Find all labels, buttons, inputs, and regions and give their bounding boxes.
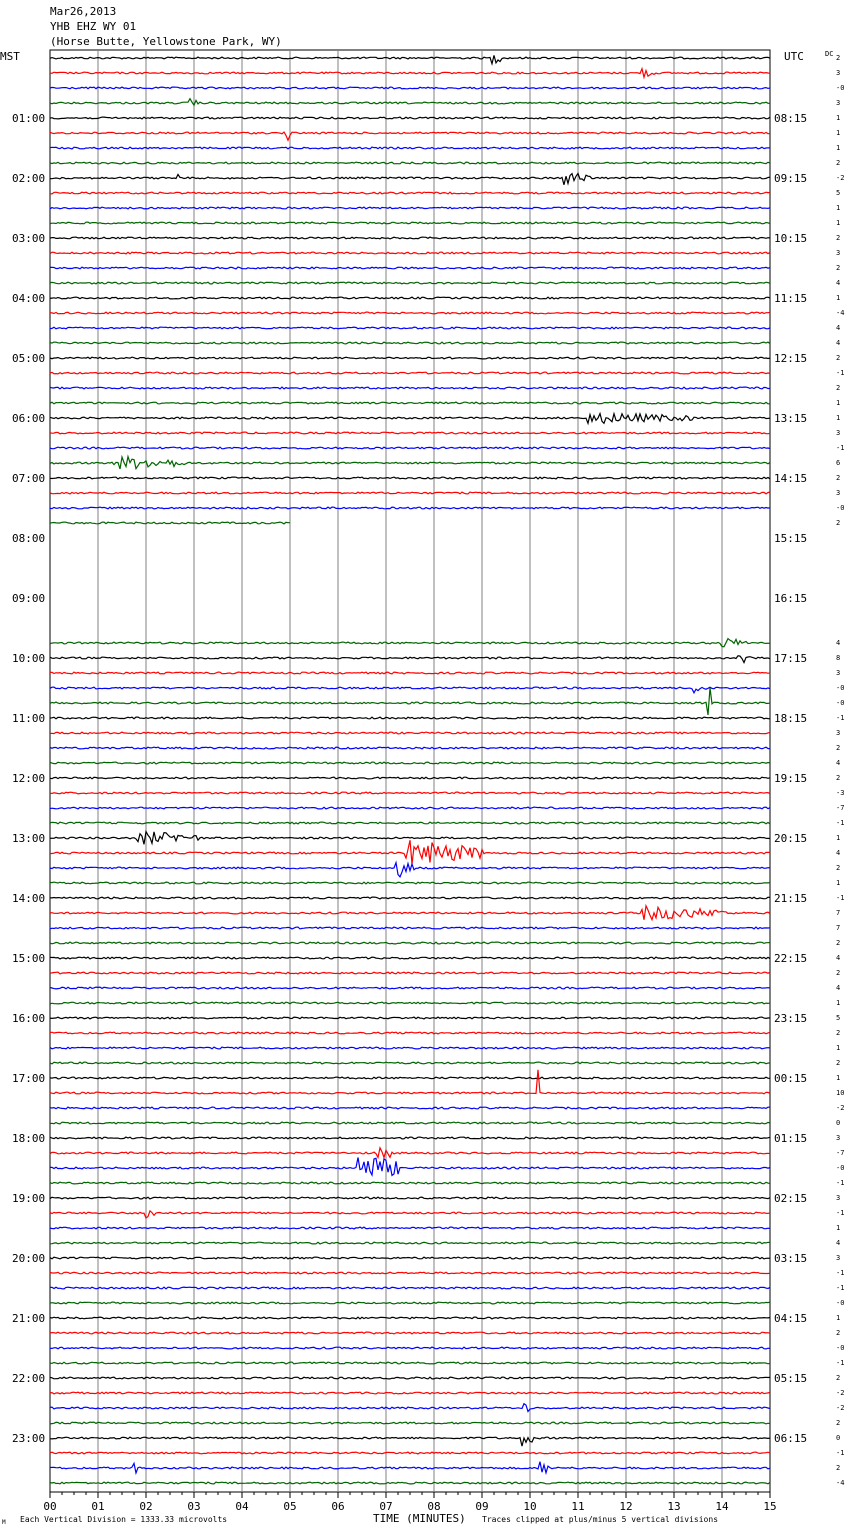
dc-offset-label: 2	[836, 864, 841, 872]
trace-line	[50, 1242, 770, 1244]
trace-line	[50, 822, 770, 824]
left-hour-label: 17:00	[12, 1072, 46, 1085]
trace-line	[50, 372, 770, 374]
dc-offset-label: 1	[836, 414, 841, 422]
right-hour-label: 03:15	[774, 1252, 808, 1265]
dc-offset-label: 1	[836, 999, 841, 1007]
right-hour-label: 02:15	[774, 1192, 808, 1205]
trace-line	[50, 1302, 770, 1304]
dc-offset-label: -4	[836, 1479, 845, 1487]
right-hour-label: 19:15	[774, 772, 808, 785]
dc-offset-label: -7	[836, 804, 845, 812]
dc-offset-label: 2	[836, 1464, 841, 1472]
left-hour-label: 12:00	[12, 772, 46, 785]
trace-line	[50, 792, 770, 794]
trace-line	[50, 1257, 770, 1259]
left-hour-label: 16:00	[12, 1012, 46, 1025]
dc-offset-label: -1	[836, 1284, 845, 1292]
dc-offset-label: -0	[836, 1344, 845, 1352]
dc-offset-label: -1	[836, 1269, 845, 1277]
dc-offset-label: 3	[836, 729, 841, 737]
trace-line	[50, 1211, 770, 1218]
trace-line	[50, 132, 770, 140]
dc-offset-label: 2	[836, 969, 841, 977]
dc-offset-label: -0	[836, 504, 845, 512]
dc-offset-label: 2	[836, 1419, 841, 1427]
dc-offset-label: -3	[836, 789, 845, 797]
trace-line	[50, 1197, 770, 1199]
trace-line	[50, 297, 770, 299]
left-hour-label: 02:00	[12, 172, 46, 185]
dc-offset-label: -1	[836, 1449, 845, 1457]
trace-line	[50, 1287, 770, 1289]
left-hour-label: 21:00	[12, 1312, 46, 1325]
trace-line	[50, 732, 770, 734]
trace-line	[50, 1482, 770, 1484]
dc-offset-label: 2	[836, 1059, 841, 1067]
trace-line	[50, 1347, 770, 1349]
dc-offset-label: -2	[836, 1404, 845, 1412]
trace-line	[50, 252, 770, 254]
right-hour-label: 13:15	[774, 412, 808, 425]
x-tick-label: 09	[475, 1500, 489, 1513]
dc-offset-label: 1	[836, 219, 841, 227]
trace-line	[50, 492, 770, 494]
left-hour-label: 18:00	[12, 1132, 46, 1145]
dc-offset-label: 1	[836, 1074, 841, 1082]
trace-line	[50, 222, 770, 224]
x-tick-label: 05	[283, 1500, 297, 1513]
trace-line	[50, 402, 770, 404]
dc-offset-label: 1	[836, 129, 841, 137]
trace-line	[50, 147, 770, 149]
x-tick-label: 15	[763, 1500, 777, 1513]
left-hour-label: 06:00	[12, 412, 46, 425]
trace-line	[50, 282, 770, 284]
x-tick-label: 10	[523, 1500, 537, 1513]
dc-offset-label: 4	[836, 339, 841, 347]
x-tick-label: 06	[331, 1500, 345, 1513]
right-hour-label: 11:15	[774, 292, 808, 305]
trace-line	[50, 522, 290, 524]
trace-line	[50, 1062, 770, 1064]
dc-offset-label: -0	[836, 84, 845, 92]
x-axis-title: TIME (MINUTES)	[373, 1512, 466, 1525]
left-hour-label: 07:00	[12, 472, 46, 485]
trace-line	[50, 1437, 770, 1446]
trace-line	[50, 1122, 770, 1124]
right-hour-label: 17:15	[774, 652, 808, 665]
trace-line	[50, 477, 770, 479]
trace-line	[50, 1137, 770, 1139]
right-timezone-label: UTC	[784, 50, 804, 63]
trace-line	[50, 807, 770, 809]
trace-line	[50, 507, 770, 509]
trace-line	[50, 1362, 770, 1364]
dc-offset-label: 3	[836, 1134, 841, 1142]
trace-line	[50, 1017, 770, 1019]
left-hour-label: 20:00	[12, 1252, 46, 1265]
left-timezone-label: MST	[0, 50, 20, 63]
x-tick-label: 11	[571, 1500, 585, 1513]
x-tick-label: 04	[235, 1500, 249, 1513]
dc-offset-label: -7	[836, 1149, 845, 1157]
trace-line	[50, 639, 770, 647]
dc-offset-label: -1	[836, 1209, 845, 1217]
trace-line	[50, 1332, 770, 1334]
trace-line	[50, 312, 770, 314]
trace-line	[50, 656, 770, 663]
trace-line	[50, 69, 770, 78]
dc-offset-label: 2	[836, 474, 841, 482]
dc-offset-label: -1	[836, 819, 845, 827]
x-axis	[43, 1492, 776, 1513]
left-hour-label: 19:00	[12, 1192, 46, 1205]
right-hour-label: 15:15	[774, 532, 808, 545]
trace-line	[50, 972, 770, 974]
dc-offset-label: 2	[836, 939, 841, 947]
left-hour-label: 11:00	[12, 712, 46, 725]
dc-offset-label: -0	[836, 1299, 845, 1307]
trace-line	[50, 237, 770, 239]
dc-offset-label: 2	[836, 519, 841, 527]
trace-line	[50, 357, 770, 359]
trace-line	[50, 1107, 770, 1109]
dc-offset-label: 2	[836, 1329, 841, 1337]
right-hour-label: 00:15	[774, 1072, 808, 1085]
dc-offset-label: -1	[836, 369, 845, 377]
dc-offset-label: 0	[836, 1119, 841, 1127]
trace-line	[50, 882, 770, 884]
dc-offset-label: 5	[836, 1014, 841, 1022]
dc-offset-label: 7	[836, 909, 841, 917]
dc-offset-label: 1	[836, 1314, 841, 1322]
trace-line	[50, 457, 770, 469]
trace-line	[50, 55, 770, 63]
right-hour-label: 14:15	[774, 472, 808, 485]
trace-line	[50, 1002, 770, 1004]
right-hour-label: 21:15	[774, 892, 808, 905]
right-hour-label: 18:15	[774, 712, 808, 725]
dc-offset-label: 8	[836, 654, 841, 662]
right-hour-label: 12:15	[774, 352, 808, 365]
dc-offset-label: 4	[836, 954, 841, 962]
trace-line	[50, 173, 770, 184]
dc-offset-label: 10	[836, 1089, 845, 1097]
chart-title: YHB EHZ WY 01	[50, 20, 137, 33]
right-hour-label: 09:15	[774, 172, 808, 185]
dc-offset-label: 2	[836, 354, 841, 362]
dc-offset-label: 2	[836, 744, 841, 752]
dc-offset-label: 2	[836, 1029, 841, 1037]
dc-offset-label: 2	[836, 264, 841, 272]
trace-line	[50, 99, 770, 106]
trace-line	[50, 762, 770, 764]
dc-offset-label: -2	[836, 174, 845, 182]
trace-line	[50, 1077, 770, 1079]
trace-line	[50, 447, 770, 449]
left-hour-label: 01:00	[12, 112, 46, 125]
x-tick-label: 14	[715, 1500, 729, 1513]
vertical-gridlines	[98, 50, 722, 1492]
left-hour-label: 14:00	[12, 892, 46, 905]
dc-offset-label: 1	[836, 294, 841, 302]
trace-group	[50, 55, 770, 1484]
dc-offset-label: -1	[836, 1359, 845, 1367]
trace-line	[50, 1452, 770, 1454]
dc-offset-label: 0	[836, 1434, 841, 1442]
trace-line	[50, 117, 770, 119]
trace-line	[50, 906, 770, 920]
dc-offset-label: 3	[836, 429, 841, 437]
dc-offset-label: 1	[836, 1044, 841, 1052]
dc-offset-label: 2	[836, 54, 841, 62]
dc-offset-label: 3	[836, 1254, 841, 1262]
dc-offset-label: -1	[836, 444, 845, 452]
x-tick-label: 08	[427, 1500, 441, 1513]
trace-line	[50, 192, 770, 194]
dc-offset-label: -1	[836, 894, 845, 902]
x-tick-label: 03	[187, 1500, 201, 1513]
trace-line	[50, 987, 770, 989]
chart-subtitle: (Horse Butte, Yellowstone Park, WY)	[50, 35, 282, 48]
dc-offset-label: 4	[836, 324, 841, 332]
trace-line	[50, 747, 770, 749]
dc-offset-label: -0	[836, 1164, 845, 1172]
right-hour-label: 05:15	[774, 1372, 808, 1385]
left-hour-label: 09:00	[12, 592, 46, 605]
trace-line	[50, 1182, 770, 1184]
trace-line	[50, 1047, 770, 1049]
trace-line	[50, 1317, 770, 1319]
dc-offset-label: 2	[836, 384, 841, 392]
trace-line	[50, 942, 770, 944]
trace-line	[50, 957, 770, 959]
trace-line	[50, 432, 770, 434]
right-hour-label: 10:15	[774, 232, 808, 245]
x-tick-label: 13	[667, 1500, 681, 1513]
right-hour-label: 06:15	[774, 1432, 808, 1445]
dc-offset-label: 2	[836, 159, 841, 167]
trace-line	[50, 688, 770, 715]
dc-offset-label: 3	[836, 1194, 841, 1202]
trace-line	[50, 687, 770, 693]
trace-line	[50, 1148, 770, 1158]
corner-mark: M	[2, 1519, 6, 1526]
x-tick-label: 00	[43, 1500, 57, 1513]
dc-offset-label: 3	[836, 69, 841, 77]
left-hour-label: 04:00	[12, 292, 46, 305]
dc-offset-label: 1	[836, 1224, 841, 1232]
left-hour-label: 22:00	[12, 1372, 46, 1385]
dc-offset-label: 3	[836, 489, 841, 497]
dc-offset-label: -1	[836, 1179, 845, 1187]
trace-line	[50, 327, 770, 329]
trace-line	[50, 1227, 770, 1229]
x-tick-label: 01	[91, 1500, 105, 1513]
dc-offset-label: -0	[836, 699, 845, 707]
trace-line	[50, 863, 770, 877]
chart-date: Mar26,2013	[50, 5, 117, 18]
dc-offset-label: 3	[836, 249, 841, 257]
dc-offset-label: 4	[836, 984, 841, 992]
dc-offset-label: 2	[836, 1374, 841, 1382]
dc-offset-label: 1	[836, 114, 841, 122]
left-hour-label: 03:00	[12, 232, 46, 245]
trace-line	[50, 207, 770, 209]
trace-line	[50, 1158, 770, 1176]
dc-offset-label: 4	[836, 1239, 841, 1247]
dc-offset-label: 1	[836, 144, 841, 152]
left-hour-label: 05:00	[12, 352, 46, 365]
trace-line	[50, 927, 770, 929]
trace-line	[50, 840, 770, 864]
trace-line	[50, 1272, 770, 1274]
dc-offset-label: 3	[836, 669, 841, 677]
right-hour-label: 20:15	[774, 832, 808, 845]
clip-note: Traces clipped at plus/minus 5 vertical divisions	[482, 1515, 719, 1524]
left-hour-label: 23:00	[12, 1432, 46, 1445]
dc-offset-label: -2	[836, 1104, 845, 1112]
dc-offset-label: 1	[836, 834, 841, 842]
trace-line	[50, 1070, 770, 1094]
trace-line	[50, 777, 770, 779]
dc-offset-label: 7	[836, 924, 841, 932]
x-tick-label: 02	[139, 1500, 153, 1513]
dc-offset-label: 1	[836, 399, 841, 407]
trace-line	[50, 414, 770, 424]
left-hour-label: 13:00	[12, 832, 46, 845]
dc-offset-label: -1	[836, 714, 845, 722]
x-tick-label: 07	[379, 1500, 393, 1513]
dc-offset-label: 3	[836, 99, 841, 107]
dc-offset-label: 1	[836, 204, 841, 212]
dc-offset-label: 5	[836, 189, 841, 197]
right-hour-label: 08:15	[774, 112, 808, 125]
dc-offset-label: 4	[836, 759, 841, 767]
trace-line	[50, 672, 770, 674]
right-hour-label: 04:15	[774, 1312, 808, 1325]
right-hour-label: 23:15	[774, 1012, 808, 1025]
dc-offset-label: 6	[836, 459, 841, 467]
left-hour-label: 15:00	[12, 952, 46, 965]
dc-offset-label: -0	[836, 684, 845, 692]
trace-line	[50, 162, 770, 164]
x-tick-label: 12	[619, 1500, 633, 1513]
dc-offset-label: -4	[836, 309, 845, 317]
left-hour-label: 10:00	[12, 652, 46, 665]
dc-offset-label: 4	[836, 279, 841, 287]
dc-offset-label: -2	[836, 1389, 845, 1397]
trace-line	[50, 87, 770, 89]
dc-offset-label: 1	[836, 879, 841, 887]
trace-line	[50, 717, 770, 719]
scale-note: Each Vertical Division = 1333.33 microvolts	[20, 1515, 228, 1524]
dc-offset-label: 4	[836, 849, 841, 857]
trace-line	[50, 1032, 770, 1034]
dc-offset-header: DC	[825, 50, 834, 58]
right-hour-label: 16:15	[774, 592, 808, 605]
left-hour-label: 08:00	[12, 532, 46, 545]
trace-line	[50, 387, 770, 389]
dc-offset-label: 2	[836, 234, 841, 242]
right-hour-label: 22:15	[774, 952, 808, 965]
trace-line	[50, 1404, 770, 1412]
trace-line	[50, 1392, 770, 1394]
plot-frame	[50, 50, 770, 1492]
trace-line	[50, 267, 770, 269]
dc-offset-label: 4	[836, 639, 841, 647]
trace-line	[50, 1377, 770, 1379]
trace-line	[50, 342, 770, 344]
right-hour-label: 01:15	[774, 1132, 808, 1145]
trace-line	[50, 897, 770, 899]
dc-offset-label: 2	[836, 774, 841, 782]
trace-line	[50, 1422, 770, 1424]
trace-line	[50, 1462, 770, 1473]
